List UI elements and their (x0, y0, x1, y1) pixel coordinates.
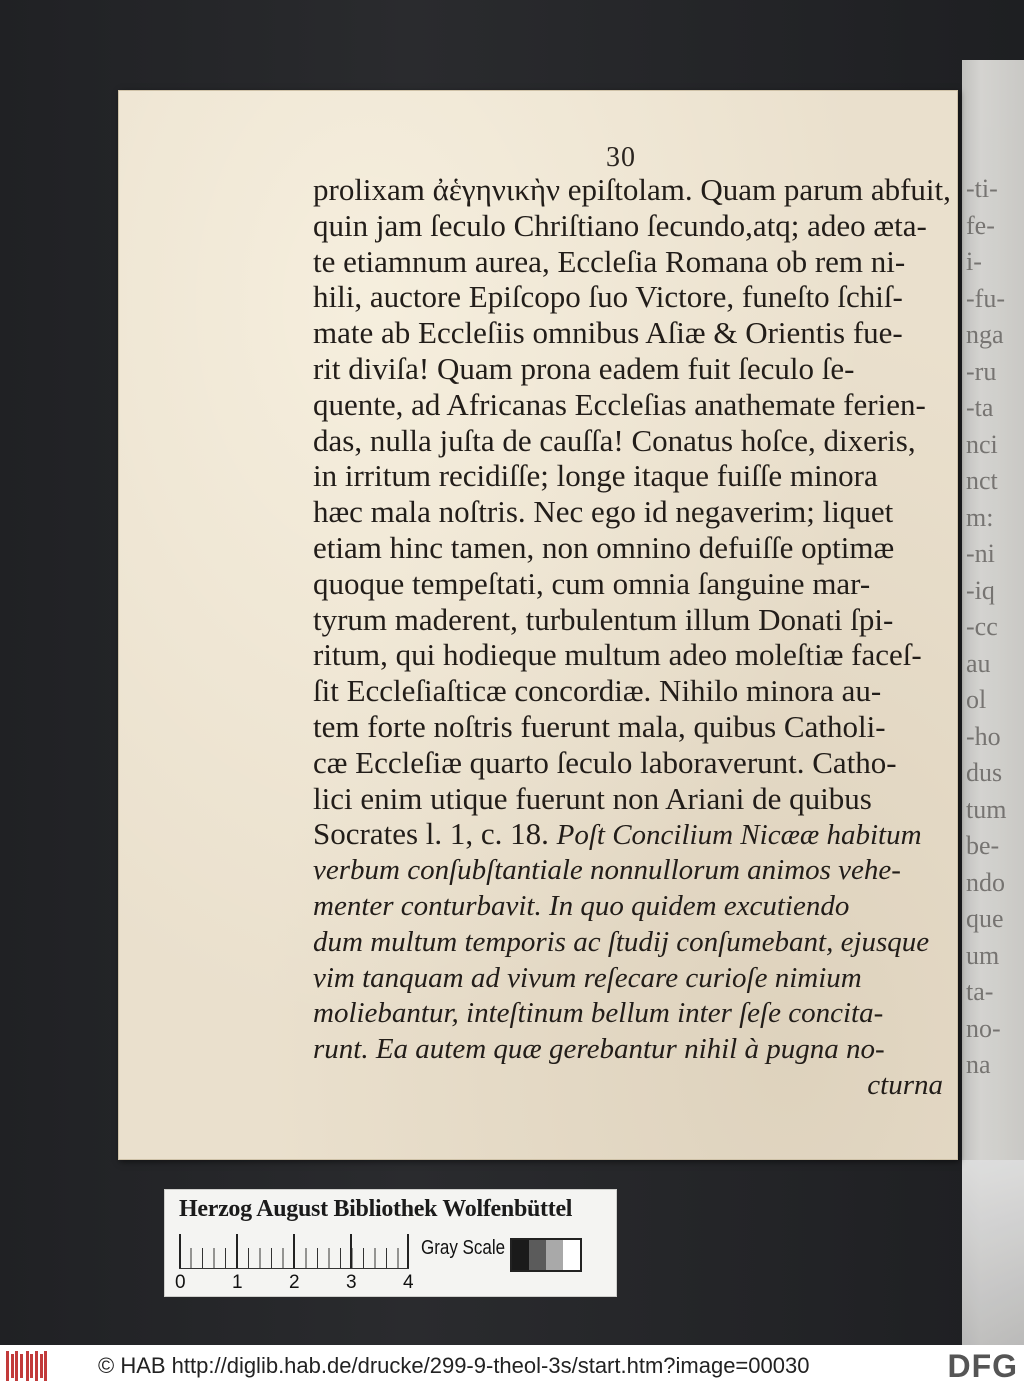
text-line: das, nulla juſta de cauſſa! Conatus hoſce, dixeris, (313, 422, 916, 458)
text-line: rit diviſa! Quam prona eadem fuit ſeculo ſe- (313, 351, 855, 386)
ruler-major-tick (350, 1234, 352, 1268)
adjacent-page-fragment: nga (966, 320, 1004, 349)
adjacent-page-fragment: au (966, 648, 991, 678)
adjacent-page-fragment: -ni (966, 539, 995, 568)
text-line: mate ab Eccleſiis omnibus Aſiæ & Orientis fue- (313, 315, 903, 351)
adjacent-page-fragment: ndo (966, 867, 1005, 897)
ruler-number: 4 (403, 1272, 414, 1293)
gray-swatch (529, 1240, 546, 1270)
text-line: tem forte noſtris fuerunt mala, quibus Catholi- (313, 709, 886, 744)
text-line: etiam hinc tamen, non omnino defuiſſe optimæ (313, 530, 895, 565)
adjacent-page-fragment: -ru (966, 356, 997, 386)
text-line: te etiamnum aurea, Eccleſia Romana ob rem ni- (313, 243, 906, 279)
gray-swatch (546, 1240, 563, 1270)
logo-bar (40, 1354, 43, 1378)
logo-bar (20, 1354, 23, 1378)
text-line: in irritum recidiſſe; longe itaque fuiſſe minora (313, 458, 878, 494)
adjacent-page-fragment: be- (966, 831, 1000, 860)
adjacent-page-fragment: -ho (966, 721, 1001, 751)
adjacent-page-fragment: m: (966, 502, 994, 532)
page-number: 30 (606, 142, 636, 173)
ruler-major-tick (293, 1234, 295, 1268)
text-line: quoque tempeſtati, cum omnia ſanguine mar- (313, 565, 871, 601)
adjacent-page-fragment: -cc (966, 612, 998, 641)
ruler (179, 1234, 409, 1269)
adjacent-page-fragment: -iq (966, 575, 995, 605)
adjacent-page-fragment: -ta (966, 393, 994, 422)
adjacent-page-fragment: ta- (966, 977, 994, 1006)
adjacent-page-fragment: nci (966, 429, 998, 459)
quotation: Poſt Concilium Nicææ habitum (556, 819, 922, 852)
text-line: prolixam ἀἑγηνικὴν epiſtolam. Quam parum abfuit, (313, 172, 951, 207)
citation: Socrates l. 1, c. 18. (313, 816, 557, 852)
ruler-number: 3 (346, 1272, 357, 1293)
logo-bar (11, 1354, 14, 1378)
adjacent-page-fragment: -ti- (966, 174, 998, 203)
text-line: verbum conſubſtantiale nonnullorum animos vehe- (313, 854, 901, 887)
text-line: ritum, qui hodieque multum adeo moleſtiæ faceſ- (313, 637, 922, 673)
text-line: dum multum temporis ac ſtudij conſumebant, ejusque (313, 925, 930, 958)
text-line: quente, ad Africanas Eccleſias anathemate ferien- (313, 386, 926, 422)
text-line: menter conturbavit. In quo quidem excutiendo (313, 890, 850, 922)
ruler-number: 1 (232, 1272, 243, 1293)
adjacent-page-fragment: -fu- (966, 283, 1005, 313)
logo-bar (35, 1351, 38, 1381)
dfg-logo: DFG (947, 1348, 1018, 1384)
logo-bar (26, 1351, 29, 1381)
adjacent-page-fragment: ol (966, 685, 987, 714)
text-line (313, 816, 943, 852)
logo-bar (30, 1354, 33, 1378)
logo-bar (6, 1351, 9, 1381)
text-line: runt. Ea autem quæ gerebantur nihil à pugna no- (313, 1033, 885, 1066)
ruler-major-tick (179, 1234, 181, 1268)
adjacent-page-fragment: dus (966, 758, 1003, 787)
text-line: moliebantur, inteſtinum bellum inter ſeſe concita- (313, 997, 884, 1030)
library-credit-card (164, 1189, 617, 1297)
text-line: vim tanquam ad vivum reſecare curioſe nimium (313, 961, 862, 994)
adjacent-page-strip (962, 60, 1024, 1345)
ruler-number: 0 (175, 1272, 186, 1293)
text-line: hæc mala noſtris. Nec ego id negaverim; liquet (313, 494, 894, 530)
adjacent-page-fragment: que (966, 904, 1004, 933)
footer-bar (0, 1345, 1024, 1387)
gray-scale-label: Gray Scale (421, 1237, 506, 1259)
hab-barcode-logo (6, 1351, 48, 1381)
adjacent-page-fragment: na (966, 1050, 991, 1079)
adjacent-page-fragment: no- (966, 1013, 1001, 1043)
text-line: lici enim utique fuerunt non Ariani de quibus (313, 780, 872, 816)
logo-bar (44, 1351, 47, 1381)
plastic-sleeve (962, 1160, 1024, 1345)
library-name: Herzog August Bibliothek Wolfenbüttel (179, 1196, 573, 1222)
text-line: tyrum maderent, turbulentum illum Donati ſpi- (313, 601, 894, 637)
ruler-major-tick (236, 1234, 238, 1268)
text-line: hili, auctore Epiſcopo ſuo Victore, funeſto ſchiſ- (313, 279, 903, 315)
copyright-url[interactable]: © HAB http://diglib.hab.de/drucke/299-9-theol-3s/start.htm?image=00030 (98, 1353, 810, 1378)
gray-swatch (563, 1240, 580, 1270)
adjacent-page-fragment: i- (966, 247, 982, 276)
text-line: cturna (867, 1069, 943, 1101)
adjacent-page-fragment: nct (966, 466, 998, 495)
text-line: ſit Eccleſiaſticæ concordiæ. Nihilo minora au- (313, 673, 882, 709)
gray-scale-swatch (510, 1238, 582, 1272)
adjacent-page-fragment: tum (966, 794, 1007, 824)
logo-bar (15, 1351, 18, 1381)
adjacent-page-fragment: um (966, 940, 1000, 970)
ruler-number: 2 (289, 1272, 300, 1293)
ruler-major-tick (407, 1234, 409, 1268)
gray-swatch (512, 1240, 529, 1270)
text-line: quin jam ſeculo Chriſtiano ſecundo,atq; adeo æta- (313, 207, 927, 243)
adjacent-page-fragment: fe- (966, 210, 995, 240)
text-line: cæ Eccleſiæ quarto ſeculo laboraverunt. Catho- (313, 744, 897, 780)
